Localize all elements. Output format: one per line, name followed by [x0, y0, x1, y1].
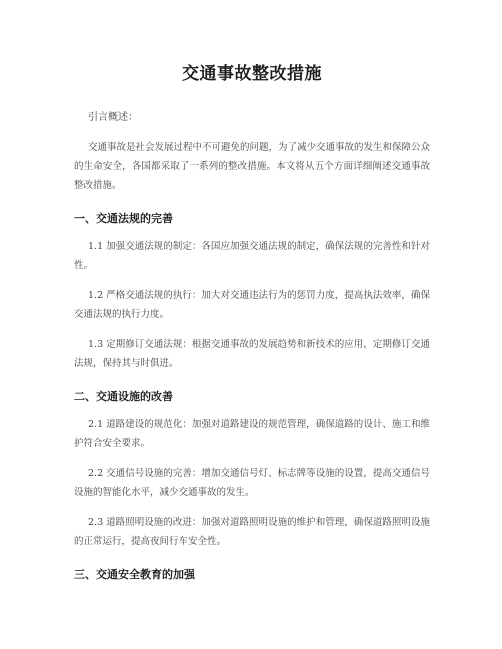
section-heading: 一、交通法规的完善	[74, 212, 173, 225]
intro-paragraph: 交通事故是社会发展过程中不可避免的问题，为了减少交通事故的发生和保障公众的生命安全，各国都采取了一系列的整改措施。本文将从五个方面详细阐述交通事故整改措施。	[74, 142, 431, 191]
section-3	[74, 567, 430, 583]
section-heading: 二、交通设施的改善	[74, 390, 173, 403]
section-2	[74, 389, 430, 551]
section-item: 2.1 道路建设的规范化：加强对道路建设的规范管理，确保道路的设计、施工和维护符合安全要求。	[74, 419, 430, 449]
document-title: 交通事故整改措施	[182, 64, 322, 84]
section-item: 2.2 交通信号设施的完善：增加交通信号灯、标志牌等设施的设置，提高交通信号设施的智能化水平，减少交通事故的发生。	[74, 468, 430, 498]
section-heading: 三、交通安全教育的加强	[74, 568, 195, 581]
section-item: 1.2 严格交通法规的执行：加大对交通违法行为的惩罚力度，提高执法效率，确保交通法规的执行力度。	[74, 290, 430, 320]
section-item: 1.1 加强交通法规的制定：各国应加强交通法规的制定，确保法规的完善性和针对性。	[74, 241, 430, 271]
section-item: 1.3 定期修订交通法规：根据交通事故的发展趋势和新技术的应用，定期修订交通法规，保持其与时俱进。	[74, 339, 430, 369]
section-item: 2.3 道路照明设施的改进：加强对道路照明设施的维护和管理，确保道路照明设施的正常运行，提高夜间行车安全性。	[74, 517, 430, 547]
section-1	[74, 211, 430, 373]
intro-label: 引言概述：	[88, 112, 138, 123]
